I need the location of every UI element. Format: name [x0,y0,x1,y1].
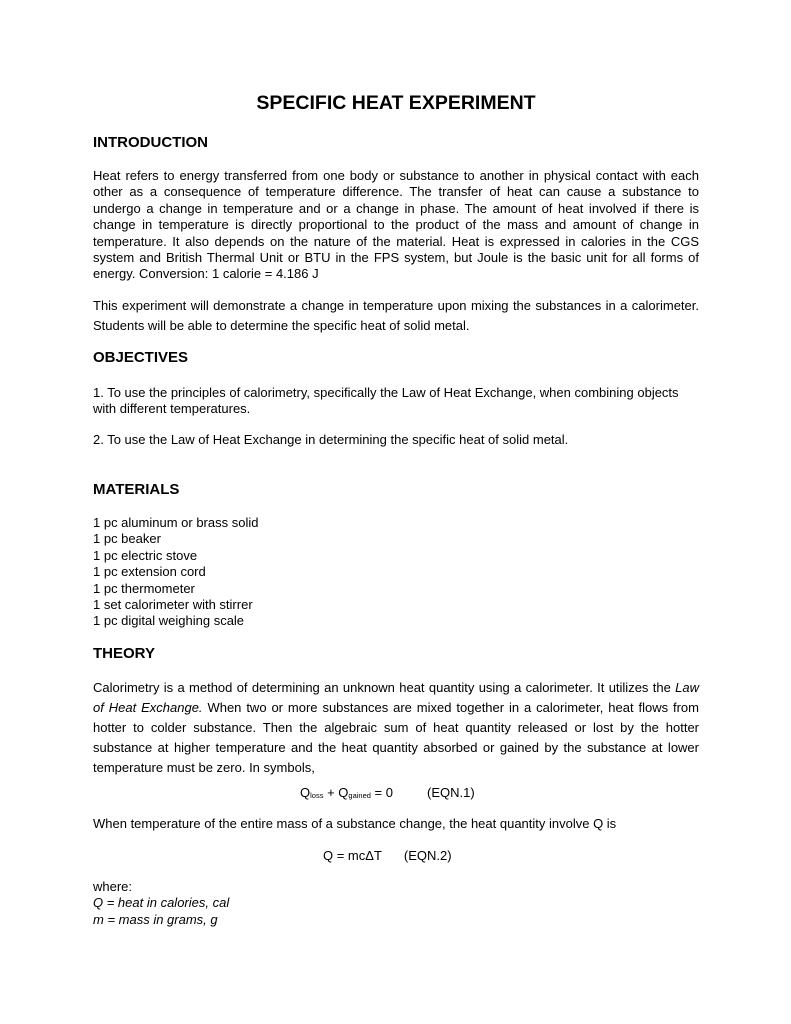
where-item-m: m = mass in grams, g [93,911,218,927]
list-item: 1 pc aluminum or brass solid [93,515,259,530]
theory-paragraph-2: When temperature of the entire mass of a substance change, the heat quantity involve Q is [93,816,617,831]
where-block [93,879,229,928]
list-item: 1 pc electric stove [93,547,198,563]
objective-item-1: 1. To use the principles of calorimetry, specifically the Law of Heat Exchange, when combining objects with different temperatures. [93,385,679,417]
equation-2 [323,848,452,864]
eq1-tag: (EQN.1) [426,785,475,800]
theory-text-end: When two or more substances are mixed together in a calorimeter, heat flows from hotter to colder substance. Then the algebraic sum of heat quantity released or lost by the hotter substance at higher temperature and the heat quantity absorbed or gained by the substance at lower temperature must be zero. In symbols, [93,700,699,775]
list-item: 1 pc thermometer [93,580,195,596]
eq2-tag: (EQN.2) [403,848,452,863]
introduction-paragraph-1: Heat refers to energy transferred from one body or substance to another in physical contact with each other as a consequence of temperature difference. The transfer of heat can cause a substance to undergo a change in temperature and or a change in phase. The amount of heat involved if there is change in temperature is directly proportional to the product of the mass and amount of change in temperature. It also depends on the nature of the material. Heat is expressed in calories in the CGS system and British Thermal Unit or BTU in the FPS system, but Joule is the basic unit for all forms of energy. Conversion: 1 calorie = 4.186 J [93,168,699,282]
where-item-q: Q = heat in calories, cal [93,895,230,911]
theory-text-start: Calorimetry is a method of determining an unknown heat quantity using a calorimeter. It utilizes the [93,680,676,695]
objective-item-2: 2. To use the Law of Heat Exchange in determining the specific heat of solid metal. [93,432,569,447]
list-item: 1 pc digital weighing scale [93,613,245,629]
law-of-heat-exchange-term: Law of Heat Exchange. [93,680,699,715]
list-item: 1 pc beaker [93,531,161,547]
eq1-plus: + Q [323,785,349,800]
eq1-q1: Q [300,785,311,800]
eq1-sub-gained: gained [348,791,371,800]
theory-paragraph-1 [93,678,699,778]
materials-list [93,515,258,630]
eq2-expression: Q = mcΔT [323,848,382,863]
page-title: SPECIFIC HEAT EXPERIMENT [256,92,536,114]
objectives-heading: OBJECTIVES [93,349,189,366]
eq1-rhs: = 0 [370,785,393,800]
list-item: 1 set calorimeter with stirrer [93,597,253,613]
equation-1 [300,785,475,804]
introduction-paragraph-2: This experiment will demonstrate a change in temperature upon mixing the substances in a calorimeter. Students will be able to determine the specific heat of solid metal. [93,298,699,333]
theory-heading: THEORY [93,645,155,662]
where-label: where: [93,879,133,894]
introduction-heading: INTRODUCTION [93,134,208,151]
materials-heading: MATERIALS [93,481,180,498]
eq1-sub-loss: loss [310,791,324,800]
list-item: 1 pc extension cord [93,564,206,580]
